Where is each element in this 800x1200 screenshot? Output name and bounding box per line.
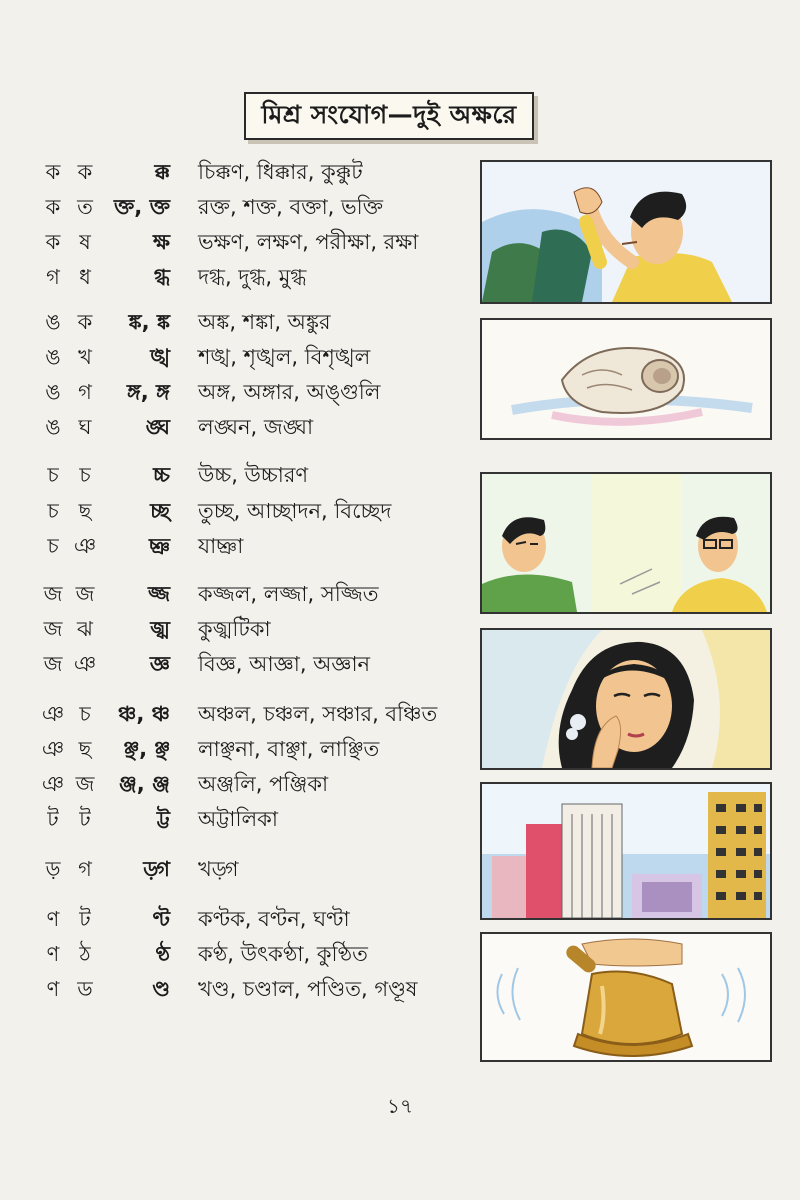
table-row	[0, 732, 470, 766]
conjunct-form: ক্ত, ক্ত	[113, 195, 170, 219]
page-title: মিশ্র সংযোগ—দুই অক্ষরে	[244, 92, 534, 140]
letter-second: ঞ	[73, 652, 97, 676]
example-words: ভক্ষণ, লক্ষণ, পরীক্ষা, রক্ষা	[198, 230, 419, 254]
table-row	[0, 902, 470, 936]
example-words: দগ্ধ, দুগ্ধ, মুগ্ধ	[198, 265, 307, 289]
table-row	[0, 802, 470, 836]
table-row	[0, 529, 470, 563]
letter-second: জ	[75, 772, 95, 796]
table-row	[0, 155, 470, 189]
table-row	[0, 972, 470, 1006]
letter-second: গ	[78, 380, 92, 404]
letter-first: চ	[47, 534, 59, 558]
illustration-buildings	[480, 782, 772, 920]
table-row	[0, 494, 470, 528]
letter-first: ড়	[45, 857, 61, 881]
example-words: অট্টালিকা	[198, 807, 278, 831]
letter-first: ঙ	[45, 380, 61, 404]
letter-second: ট	[79, 807, 91, 831]
example-words: অঙ্গ, অঙ্গার, অঙ্গুলি	[198, 380, 381, 404]
letter-first: ট	[47, 807, 59, 831]
letter-second: ঞ	[73, 534, 97, 558]
conjunct-form: ট্ট	[156, 807, 170, 831]
illustration-man-fist	[480, 160, 772, 304]
letter-first: জ	[43, 582, 63, 606]
letter-first: ঙ	[45, 310, 61, 334]
conjunct-form: গ্ধ	[154, 265, 170, 289]
table-row	[0, 190, 470, 224]
letter-first: ক	[45, 160, 61, 184]
example-words: খণ্ড, চণ্ডাল, পণ্ডিত, গণ্ডূষ	[198, 977, 418, 1001]
letter-first: ণ	[46, 907, 60, 931]
letter-second: ত	[77, 195, 93, 219]
illustration-two-boys	[480, 472, 772, 614]
letter-first: চ	[47, 463, 59, 487]
example-words: খড়্গ	[198, 857, 239, 881]
example-words: কণ্টক, বণ্টন, ঘণ্টা	[198, 907, 350, 931]
illustration-conch-shell	[480, 318, 772, 440]
table-row	[0, 225, 470, 259]
table-row	[0, 410, 470, 444]
page-number: ১৭	[387, 1094, 413, 1118]
table-row	[0, 852, 470, 886]
letter-second: চ	[79, 463, 91, 487]
letter-second: ঝ	[77, 617, 93, 641]
table-row	[0, 647, 470, 681]
example-words: কণ্ঠ, উৎকণ্ঠা, কুণ্ঠিত	[198, 942, 368, 966]
table-row	[0, 305, 470, 339]
illustration-bell	[480, 932, 772, 1062]
letter-first: জ	[43, 652, 63, 676]
table-row	[0, 612, 470, 646]
letter-second: ক	[77, 310, 93, 334]
letter-second: জ	[75, 582, 95, 606]
conjunct-form: জ্জ	[147, 582, 170, 606]
example-words: উচ্চ, উচ্চারণ	[198, 463, 309, 487]
conjunct-form: ঞ্চ, ঞ্চ	[118, 702, 170, 726]
letter-second: ধ	[79, 265, 91, 289]
example-words: চিক্কণ, ধিক্কার, কুক্কুট	[198, 160, 363, 184]
conjunct-form: চ্ঞ	[148, 534, 170, 558]
conjunct-form: ণ্ড	[152, 977, 170, 1001]
table-row	[0, 937, 470, 971]
example-words: বিজ্ঞ, আজ্ঞা, অজ্ঞান	[198, 652, 371, 676]
conjunct-form: ঙ্ক, ঙ্ক	[128, 310, 170, 334]
example-words: কজ্জল, লজ্জা, সজ্জিত	[198, 582, 379, 606]
example-words: লঙ্ঘন, জঙ্ঘা	[198, 415, 314, 439]
letter-second: ক	[77, 160, 93, 184]
conjunct-form: ঙ্খ	[150, 345, 170, 369]
table-row	[0, 458, 470, 492]
conjunct-form: ক্ষ	[152, 230, 170, 254]
table-row	[0, 375, 470, 409]
conjunct-form: ণ্ট	[152, 907, 170, 931]
example-words: অঞ্জলি, পঞ্জিকা	[198, 772, 329, 796]
letter-second: খ	[78, 345, 92, 369]
conjunct-form: ঙ্ঘ	[145, 415, 170, 439]
letter-second: ছ	[78, 499, 92, 523]
example-words: শঙ্খ, শৃঙ্খল, বিশৃঙ্খল	[198, 345, 371, 369]
table-row	[0, 697, 470, 731]
letter-first: ঙ	[45, 345, 61, 369]
conjunct-form: চ্চ	[153, 463, 170, 487]
letter-second: ট	[79, 907, 91, 931]
example-words: রক্ত, শক্ত, বক্তা, ভক্তি	[198, 195, 384, 219]
example-words: কুজ্ঝটিকা	[198, 617, 271, 641]
letter-first: ণ	[46, 977, 60, 1001]
example-words: যাচ্ঞা	[198, 534, 244, 558]
example-words: লাঞ্ছনা, বাঞ্ছা, লাঞ্ছিত	[198, 737, 380, 761]
letter-second: ঘ	[78, 415, 92, 439]
letter-second: ঠ	[79, 942, 91, 966]
table-row	[0, 260, 470, 294]
illustration-girl-face	[480, 628, 772, 770]
conjunct-form: জ্ঞ	[149, 652, 170, 676]
table-row	[0, 340, 470, 374]
table-row	[0, 577, 470, 611]
example-words: তুচ্ছ, আচ্ছাদন, বিচ্ছেদ	[198, 499, 392, 523]
letter-first: গ	[46, 265, 60, 289]
letter-first: ঞ	[41, 737, 65, 761]
conjunct-form: ঞ্জ, ঞ্জ	[118, 772, 170, 796]
letter-second: ষ	[79, 230, 91, 254]
conjunct-form: ক্ক	[154, 160, 170, 184]
conjunct-form: ড়্গ	[143, 857, 170, 881]
letter-first: চ	[47, 499, 59, 523]
letter-second: ছ	[78, 737, 92, 761]
conjunct-form: চ্ছ	[150, 499, 170, 523]
conjunct-form: জ্ঝ	[150, 617, 170, 641]
letter-second: চ	[79, 702, 91, 726]
letter-first: ক	[45, 195, 61, 219]
conjunct-form: ণ্ঠ	[155, 942, 170, 966]
letter-first: ক	[45, 230, 61, 254]
conjunct-form: ঙ্গ, ঙ্গ	[126, 380, 170, 404]
conjunct-form: ঞ্ছ, ঞ্ছ	[123, 737, 170, 761]
table-row	[0, 767, 470, 801]
letter-first: ণ	[46, 942, 60, 966]
letter-second: গ	[78, 857, 92, 881]
example-words: অঞ্চল, চঞ্চল, সঞ্চার, বঞ্চিত	[198, 702, 438, 726]
letter-first: ঞ	[41, 702, 65, 726]
letter-second: ড	[77, 977, 93, 1001]
letter-first: জ	[43, 617, 63, 641]
example-words: অঙ্ক, শঙ্কা, অঙ্কুর	[198, 310, 331, 334]
letter-first: ঞ	[41, 772, 65, 796]
letter-first: ঙ	[45, 415, 61, 439]
